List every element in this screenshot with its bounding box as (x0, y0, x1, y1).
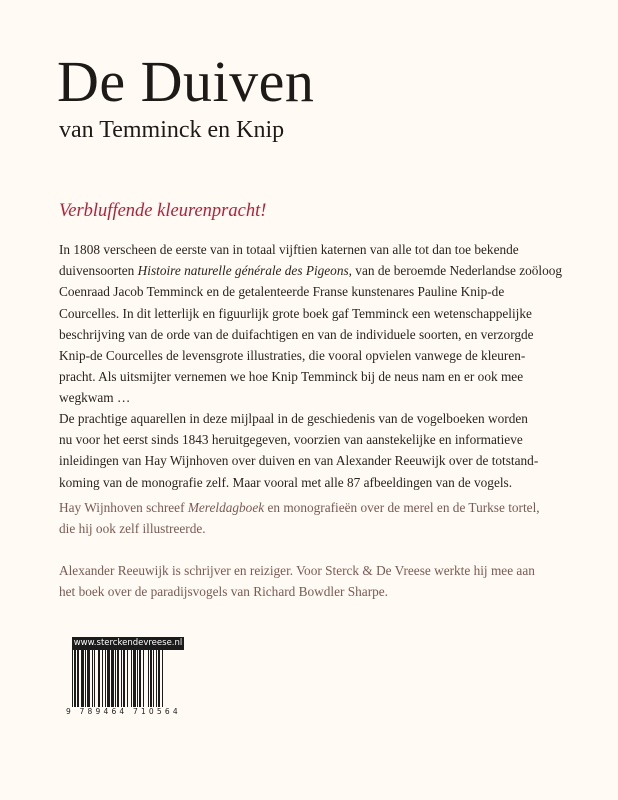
text-line: pracht. Als uitsmijter vernemen we hoe Knip Temminck bij de neus nam en er ook mee (59, 369, 524, 385)
text-line: inleidingen van Hay Wijnhoven over duiven en van Alexander Reeuwijk over de totstand- (59, 453, 539, 469)
description-paragraph-1 (59, 239, 579, 409)
book-title: De Duiven (57, 49, 315, 114)
description-paragraph-2 (59, 408, 579, 493)
text-line: Knip-de Courcelles de levensgrote illustraties, die vooral opvielen vanwege de kleuren- (59, 348, 526, 364)
text-line: Alexander Reeuwijk is schrijver en reiziger. Voor Sterck & De Vreese werkte hij mee aan (59, 563, 535, 578)
barcode-bars (72, 650, 184, 710)
book-subtitle: van Temminck en Knip (59, 117, 285, 143)
text-line: Courcelles. In dit letterlijk en figuurlijk grote boek gaf Temminck een wetenschappelijke (59, 305, 532, 321)
text-line: In 1808 verscheen de eerste van in totaal vijftien katernen van alle tot dan toe bekende (59, 242, 519, 257)
text-line: beschrijving van de orde van de duifachtigen en van de individuele soorten, en verzorgde (59, 326, 534, 342)
isbn-barcode (66, 637, 184, 717)
isbn-digits: 9 789464 710564 (66, 707, 181, 716)
text-line: nu voor het eerst sinds 1843 heruitgegeven, voorzien van aanstekelijke en informatieve (59, 432, 523, 448)
author-bio-wijnhoven (59, 497, 579, 539)
text-line: koming van de monografie zelf. Maar vooral met alle 87 afbeeldingen van de vogels. (59, 474, 513, 490)
text-line: het boek over de paradijsvogels van Richard Bowdler Sharpe. (59, 584, 389, 600)
text-line: De prachtige aquarellen in deze mijlpaal in de geschiedenis van de vogelboeken worden (59, 411, 528, 426)
publisher-url: www.sterckendevreese.nl (73, 638, 183, 648)
text-line: Hay Wijnhoven schreef Mereldagboek en monografieën over de merel en de Turkse tortel, (59, 500, 540, 515)
text-line: die hij ook zelf illustreerde. (59, 521, 206, 537)
text-line: wegkwam … (59, 390, 131, 406)
author-bio-reeuwijk (59, 560, 579, 602)
text-line: duivensoorten Histoire naturelle générale des Pigeons, van de beroemde Nederlandse zoöloog (59, 263, 563, 279)
tagline: Verbluffende kleurenpracht! (59, 201, 267, 221)
text-line: Coenraad Jacob Temminck en de getalenteerde Franse kunstenares Pauline Knip-de (59, 284, 505, 300)
